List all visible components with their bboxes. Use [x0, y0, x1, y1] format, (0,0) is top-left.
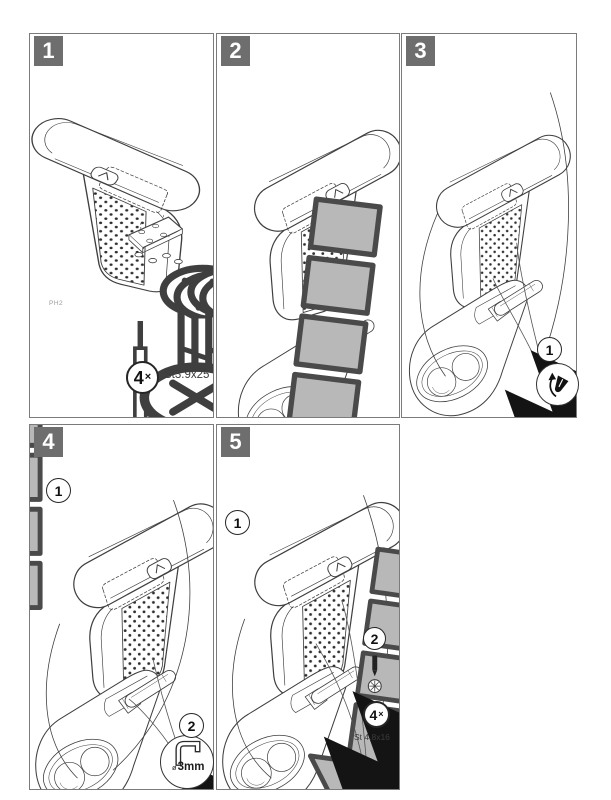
quantity-number: 4 — [133, 367, 144, 388]
snap-click-badge — [536, 363, 579, 406]
hex-size-text: 3mm — [177, 761, 205, 773]
step-panel-2 — [216, 33, 400, 418]
step-number-badge: 5 — [221, 427, 250, 457]
step-panel-3 — [401, 33, 577, 418]
callout-step-1: 1 — [537, 337, 562, 362]
armrest-illustration — [32, 119, 199, 292]
diameter-symbol: ø — [172, 763, 177, 772]
screw-spec-label: St3.9x25 — [164, 369, 210, 381]
step-number-badge: 4 — [34, 427, 63, 457]
step-panel-5 — [216, 424, 400, 790]
step2-illustration — [217, 34, 399, 417]
hex-key-badge — [160, 735, 214, 789]
screw-head-washer-icon — [368, 680, 381, 693]
step-panel-1 — [29, 33, 214, 418]
screwdriver-size-label: PH2 — [49, 300, 64, 307]
armrest-illustration — [437, 135, 571, 308]
step1-illustration — [30, 34, 213, 417]
callout-step-1: 1 — [46, 478, 71, 503]
step-number-badge: 2 — [221, 36, 250, 66]
snap-click-icon — [537, 364, 578, 405]
quantity-badge — [363, 701, 390, 728]
quantity-number: 4 — [369, 706, 378, 723]
callout-step-1: 1 — [225, 510, 250, 535]
screw-spec-label: St 4,8x16 — [354, 732, 390, 742]
callout-step-2: 2 — [363, 627, 386, 650]
armrest-illustration — [74, 504, 213, 699]
step-number-badge: 1 — [34, 36, 63, 66]
console-illustration — [407, 280, 542, 415]
quantity-times: × — [378, 709, 384, 719]
callout-step-2: 2 — [179, 713, 204, 738]
quantity-badge — [126, 361, 159, 394]
hex-key-size-label — [172, 761, 204, 773]
step-number-badge: 3 — [406, 36, 435, 66]
quantity-times: × — [144, 371, 152, 383]
step-panel-4 — [29, 424, 214, 790]
